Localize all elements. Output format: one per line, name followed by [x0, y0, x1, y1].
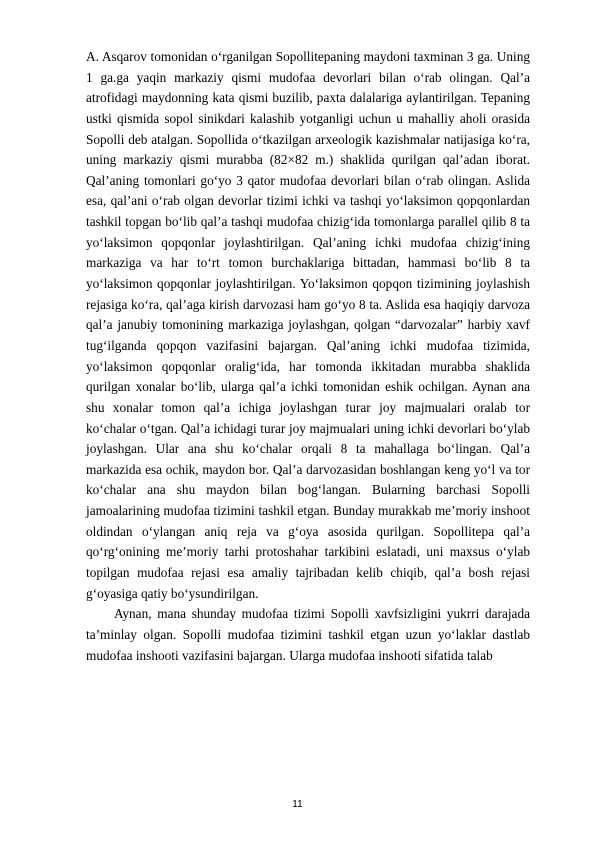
text-line: topilgan mudofaa rejasi esa amaliy tajribadan kelib chiqib, qalʼa bosh rejasi [86, 565, 530, 581]
text-line: Sopolli deb atalgan. Sopollida oʻtkazilgan arxeologik kazishmalar natijasiga koʻra, [86, 131, 530, 147]
text-line: rejasiga koʻra, qalʼaga kirish darvozasi ham goʻyo 8 ta. Aslida esa haqiqiy darvoza [86, 296, 530, 312]
text-line: jamoalarining mudofaa tizimini tashkil etgan. Bunday murakkab meʼmoriy inshoot [86, 503, 530, 519]
text-line: yoʻlaksimon qopqonlar joylashtirilgan. Qalʼaning ichki mudofaa chizigʻining [86, 234, 530, 250]
text-line: qoʻrgʻonining meʼmoriy tarhi protoshahar tarkibini eslatadi, uni maxsus oʻylab [86, 544, 530, 560]
text-line: mudofaa inshooti vazifasini bajargan. Ularga mudofaa inshooti sifatida talab [86, 647, 493, 663]
text-line: koʻchalar oʻtgan. Qalʼa ichidagi turar joy majmualari uning ichki devorlari boʻylab [86, 420, 530, 436]
text-line: oldindan oʻylangan aniq reja va gʻoya asosida qurilgan. Sopollitepa qalʼa [86, 523, 530, 539]
text-line: A. Asqarov tomonidan oʻrganilgan Sopollitepaning maydoni taxminan 3 ga. Uning [86, 49, 530, 64]
text-line: qalʼa janubiy tomonining markaziga joylashgan, qolgan “darvozalar” harbiy xavf [86, 317, 530, 333]
text-line: taʼminlay olgan. Sopolli mudofaa tizimini tashkil etgan uzun yoʻlaklar dastlab [86, 626, 530, 642]
text-line: markaziga va har toʻrt tomon burchaklariga bittadan, hammasi boʻlib 8 ta [86, 255, 530, 271]
paragraph-sopollitepa-description [86, 47, 530, 604]
text-line: ustki qismida sopol sinikdari kalashib yotganligi uchun u mahalliy aholi orasida [86, 110, 530, 126]
page-number: 11 [292, 799, 303, 810]
text-line: tugʻilganda qopqon vazifasini bajargan. Qalʼaning ichki mudofaa tizimida, [86, 337, 530, 353]
text-line: gʻoyasiga qatiy boʻysundirilgan. [86, 585, 259, 601]
document-body [86, 47, 530, 666]
text-line: koʻchalar ana shu maydon bilan bogʻlangan. Bularning barchasi Sopolli [86, 482, 530, 498]
text-line: joylashgan. Ular ana shu koʻchalar orqali 8 ta mahallaga boʻlingan. Qalʼa [86, 441, 530, 457]
text-line: yoʻlaksimon qopqonlar joylashtirilgan. Yoʻlaksimon qopqon tizimining joylashish [86, 276, 530, 292]
text-line: esa, qalʼani oʻrab olgan devorlar tizimi ichki va tashqi yoʻlaksimon qopqonlardan [86, 193, 530, 209]
text-line: 1 ga.ga yaqin markaziy qismi mudofaa devorlari bilan oʻrab olingan. Qalʼa [86, 69, 530, 85]
paragraph-defense-system [86, 604, 530, 666]
text-line: yoʻlaksimon qopqonlar oraligʻida, har tomonda ikkitadan murabba shaklida [86, 358, 530, 374]
text-line: uning markaziy qismi murabba (82×82 m.) shaklida qurilgan qalʼadan iborat. [86, 152, 530, 168]
text-line: tashkil topgan boʻlib qalʼa tashqi mudofaa chizigʻida tomonlarga parallel qilib 8 ta [86, 214, 530, 230]
text-line: Qalʼaning tomonlari goʻyo 3 qator mudofaa devorlari bilan oʻrab olingan. Aslida [86, 172, 530, 188]
text-line: markazida esa ochik, maydon bor. Qalʼa darvozasidan boshlangan keng yoʻl va tor [86, 461, 530, 477]
text-line: Aynan, mana shunday mudofaa tizimi Sopolli xavfsizligini yukrri darajada [114, 606, 530, 622]
text-line: qurilgan xonalar boʻlib, ularga qalʼa ichki tomonidan eshik ochilgan. Aynan ana [86, 379, 530, 395]
text-line: atrofidagi maydonning kata qismi buzilib, paxta dalalariga aylantirilgan. Tepaning [86, 90, 530, 106]
text-line: shu xonalar tomon qalʼa ichiga joylashgan turar joy majmualari oralab tor [86, 399, 530, 415]
